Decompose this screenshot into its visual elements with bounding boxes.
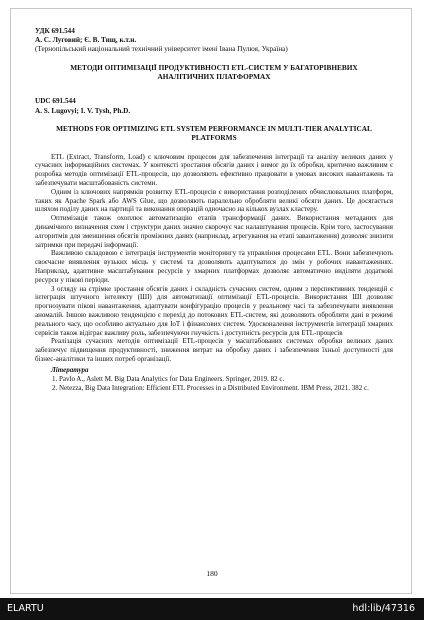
- ua-authors: А. С. Луговий; Є. В. Тищ, к.т.н.: [35, 36, 137, 45]
- page-content: [35, 27, 393, 392]
- body-paragraph: Оптимізація також охоплює автоматизацію етапів трансформації даних. Використання метаданих для динамічного визначення схем і структури даних значно скорочує час налаштування процесів. Крім того, застосування алгоритмів для зменшення обсягів проміжних даних (наприклад, агрегування на етапі завантаження) дозволяє знизити затримки при передачі інформації.: [35, 214, 393, 249]
- body-paragraph: Реалізація сучасних методів оптимізації ETL-процесів у масштабованих системах обробки великих даних забезпечує підвищення продуктивності, зниження витрат на обробку даних і забезпечення їхньої доступності для бізнес-аналітики та інших потреб організації.: [35, 337, 393, 363]
- ua-header: [35, 27, 393, 55]
- body-paragraph: ETL (Extract, Transform, Load) є ключовим процесом для забезпечення інтеграції та аналізу великих даних у сучасних інформаційних системах. У контексті зростання обсягів даних і вимог до їх обробки, критично важливим є розробка методів оптимізації ETL-процесів, що дозволяють ефективно працювати в умовах високих навантажень та забезпечувати масштабованість системи.: [35, 152, 393, 188]
- footer-handle-link[interactable]: hdl:lib/47316: [352, 603, 415, 614]
- reference-item: 1. Pavlo A., Aslett M. Big Data Analytics for Data Engineers. Springer, 2019. 82 с.: [59, 375, 393, 384]
- references-list: [35, 375, 393, 393]
- ua-udc: УДК 691.544: [35, 27, 75, 35]
- paper-page: [10, 8, 412, 594]
- reference-item: 2. Netezza, Big Data Integration: Efficient ETL Processes in a Distributed Environment. IBM Press, 2021. 382 с.: [59, 384, 393, 393]
- en-udc: UDC 691.544: [35, 97, 76, 106]
- footer-bar: [0, 598, 424, 620]
- footer-left-label: ELARTU: [7, 603, 44, 614]
- body-paragraph: Важливою складовою є інтеграція інструментів моніторингу та управління процесами ETL. Вони забезпечують своєчасне виявлення вузьких місць у системі та дозволяють адаптуватися до змін у робочих навантаженнях. Наприклад, адаптивне масштабування ресурсів у хмарних платформах дозволяє автоматично виділяти додаткові ресурси у пікові періоди.: [35, 249, 393, 284]
- body-paragraph: Одним із ключових напрямків розвитку ETL-процесів є використання розподілених обчислювальних платформ, таких як Apache Spark або AWS Glue, що дозволяють паралельно обробляти великі обсяги даних. Це досягається шляхом поділу даних на партиції та виконання операцій одночасно на кількох вузлах кластеру.: [35, 187, 393, 214]
- en-header: [35, 97, 393, 115]
- ua-title: МЕТОДИ ОПТИМІЗАЦІЇ ПРОДУКТИВНОСТІ ETL-СИСТЕМ У БАГАТОРІВНЕВИХ АНАЛІТИЧНИХ ПЛАТФОРМАХ: [70, 62, 358, 82]
- en-authors: A. S. Lugovyi; I. V. Tysh, Ph.D.: [35, 106, 131, 115]
- body-paragraph: З огляду на стрімке зростання обсягів даних і складність сучасних систем, одним з перспективних тенденцій є інтеграція штучного інтелекту (ШІ) для автоматизації оптимізації ETL-процесів. Використання ШІ дозволяє прогнозувати пікові навантаження, адаптувати конфігурацію процесів у реальному часі та забезпечувати виявлення аномалій. Іншою важливою тенденцією є перехід до потокових ETL-систем, які дозволяють обробляти дані в режимі реального часу, що особливо актуально для IoT і фінансових систем. Удосконалення інструментів інтеграції хмарних сервісів також відіграє важливу роль, забезпечуючи гнучкість і доступність ресурсів для ETL-процесів: [35, 284, 393, 337]
- references-heading: Література: [51, 365, 89, 374]
- en-title: METHODS FOR OPTIMIZING ETL SYSTEM PERFORMANCE IN MULTI-TIER ANALYTICAL PLATFORMS: [56, 123, 372, 143]
- page-number: 180: [206, 569, 218, 578]
- ua-affiliation: (Тернопільський національний технічний університет імені Івана Пулюя, Україна): [35, 45, 288, 54]
